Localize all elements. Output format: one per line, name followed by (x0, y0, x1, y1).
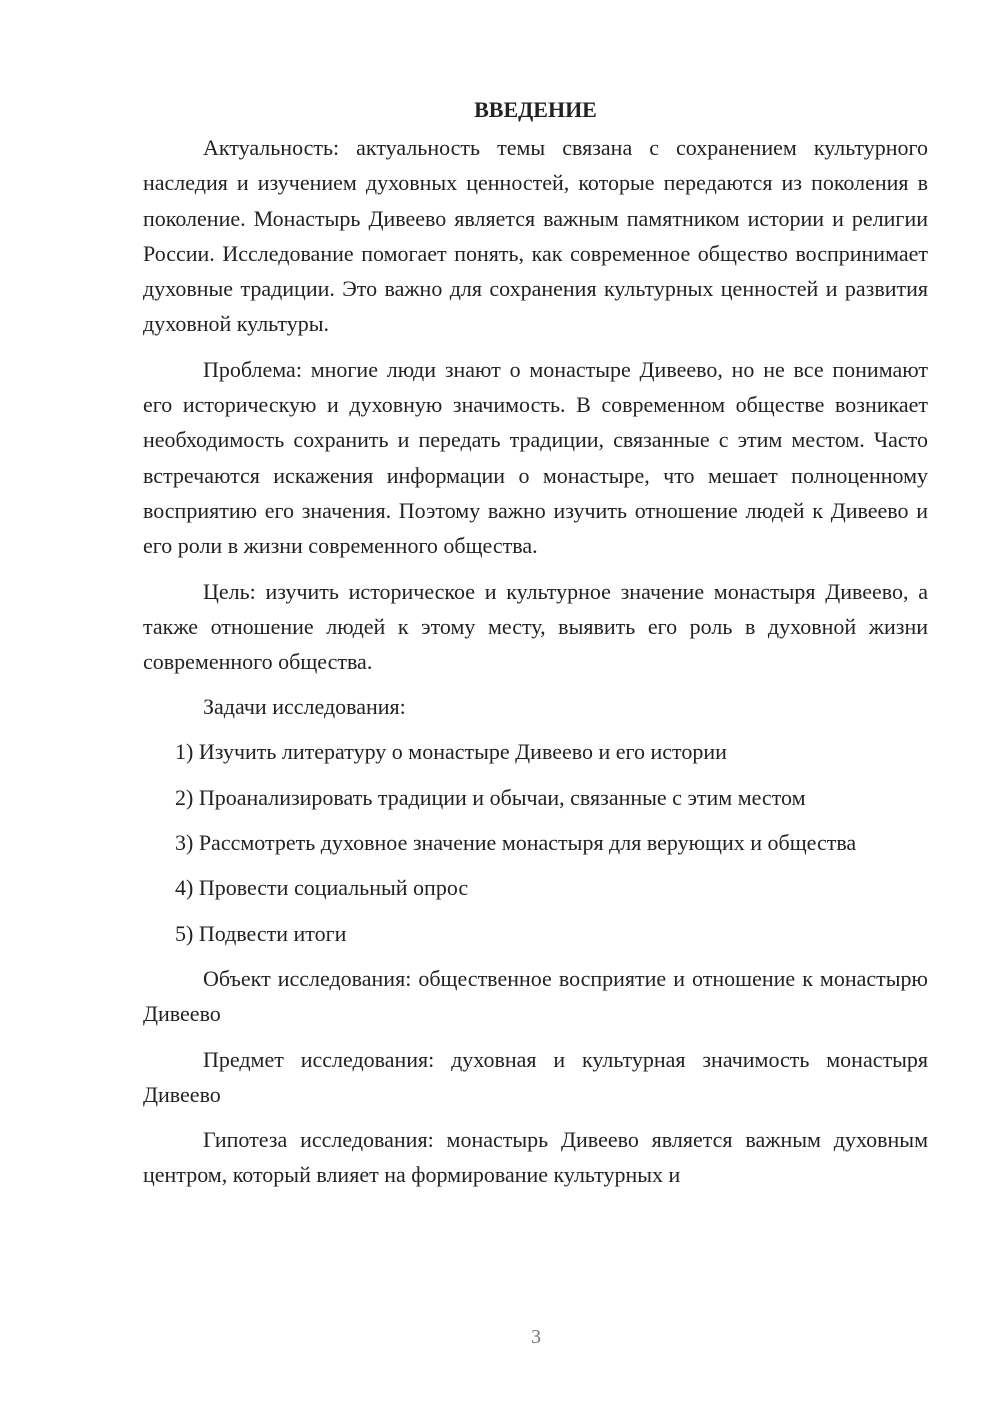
hypothesis-paragraph: Гипотеза исследования: монастырь Дивеево является важным духовным центром, который влияет на формирование культурных и (143, 1127, 928, 1188)
document-title: ВВЕДЕНИЕ (474, 97, 597, 122)
document-page (143, 92, 928, 1203)
object-paragraph: Объект исследования: общественное восприятие и отношение к монастырю Дивеево (143, 965, 928, 1027)
task-item-3: 3) Рассмотреть духовное значение монастыря для верующих и общества (175, 830, 857, 856)
relevance-paragraph: Актуальность: актуальность темы связана с сохранением культурного наследия и изучением духовных ценностей, которые передаются из поколения в поколение. Монастырь Дивеево является важным памятником истории и религии России. Исследование помогает понять, как современное общество воспринимает духовные традиции. Это важно для сохранения культурных ценностей и развития духовной культуры. (143, 135, 928, 337)
subject-paragraph: Предмет исследования: духовная и культурная значимость монастыря Дивеево (143, 1046, 928, 1107)
task-item-4: 4) Провести социальный опрос (175, 875, 469, 901)
task-item-2: 2) Проанализировать традиции и обычаи, связанные с этим местом (175, 784, 806, 810)
page-number: 3 (531, 1326, 541, 1348)
task-item-1: 1) Изучить литературу о монастыре Дивеево и его истории (175, 739, 727, 765)
problem-paragraph: Проблема: многие люди знают о монастыре Дивеево, но не все понимают его историческую и духовную значимость. В современном обществе возникает необходимость сохранить и передать традиции, связанные с этим местом. Часто встречаются искажения информации о монастыре, что мешает полноценному восприятию его значения. Поэтому важно изучить отношение людей к Дивеево и его роли в жизни современного общества. (143, 356, 928, 559)
tasks-heading: Задачи исследования: (203, 694, 406, 720)
goal-paragraph: Цель: изучить историческое и культурное значение монастыря Дивеево, а также отношение людей к этому месту, выявить его роль в духовной жизни современного общества. (143, 578, 928, 675)
task-item-5: 5) Подвести итоги (175, 920, 347, 946)
